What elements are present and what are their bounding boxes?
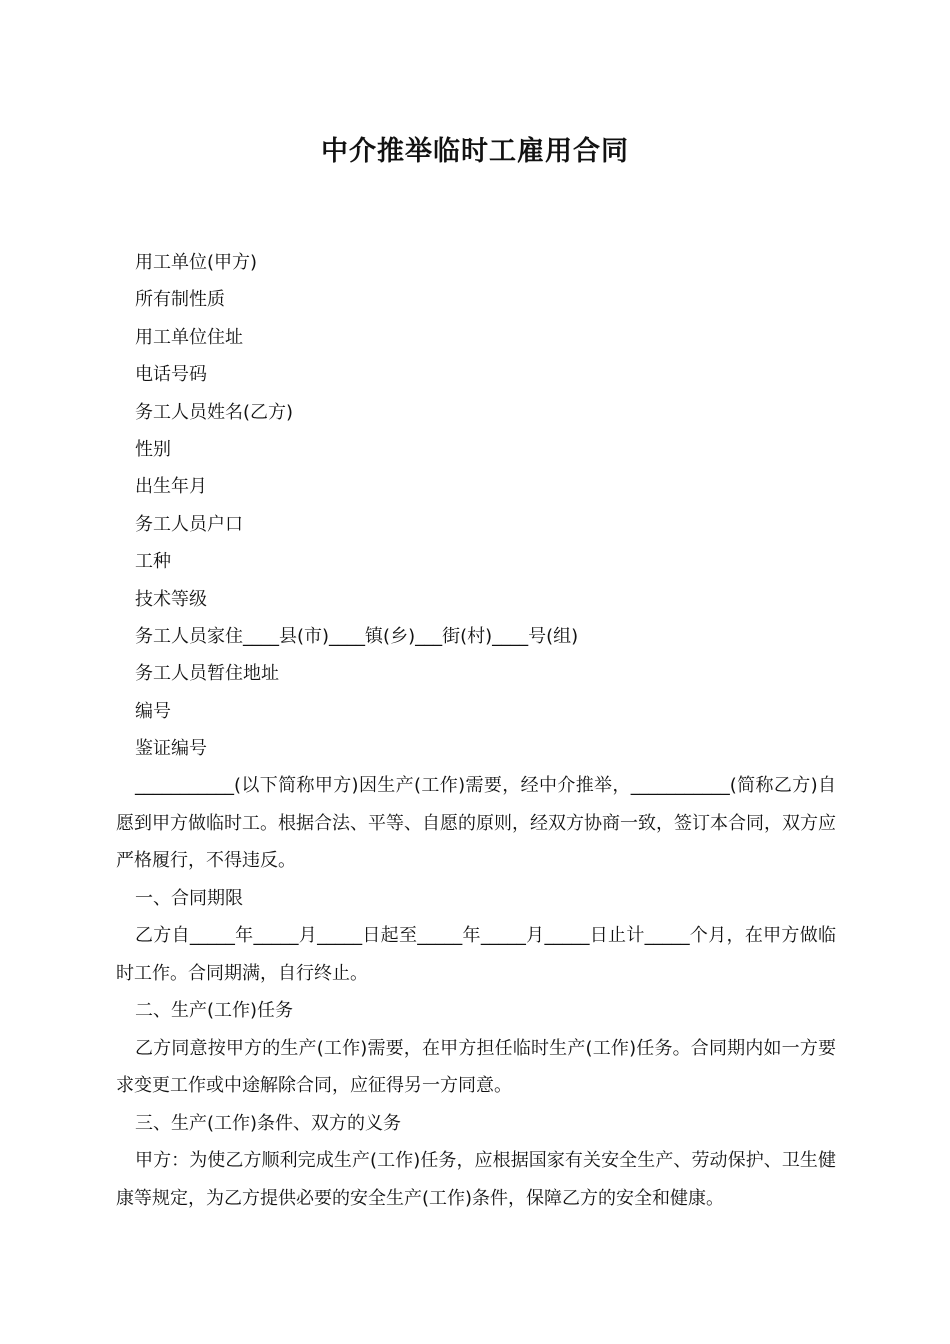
section-heading-conditions: 三、生产(工作)条件、双方的义务 bbox=[135, 1112, 402, 1134]
section-text-conditions: 甲方：为使乙方顺利完成生产(工作)任务，应根据国家有关安全生产、劳动保护、卫生健康等规定，为乙方提供必要的安全生产(工作)条件，保障乙方的安全和健康。 bbox=[116, 1150, 836, 1209]
field-certification-number: 鉴证编号 bbox=[135, 738, 207, 760]
field-birth-date: 出生年月 bbox=[135, 476, 207, 498]
field-household: 务工人员户口 bbox=[135, 513, 243, 535]
field-ownership: 所有制性质 bbox=[135, 289, 225, 311]
field-employer-address: 用工单位住址 bbox=[135, 326, 243, 348]
field-temp-address: 务工人员暂住地址 bbox=[135, 663, 279, 685]
field-number: 编号 bbox=[135, 700, 171, 722]
field-home-address: 务工人员家住____县(市)____镇(乡)___街(村)____号(组) bbox=[135, 625, 579, 647]
section-heading-task: 二、生产(工作)任务 bbox=[135, 1000, 294, 1021]
field-employer: 用工单位(甲方) bbox=[135, 252, 258, 273]
document-title: 中介推举临时工雇用合同 bbox=[321, 136, 629, 167]
field-job-type: 工种 bbox=[135, 551, 171, 573]
section-text-term: 乙方自_____年_____月_____日起至_____年_____月_____日止计_____个月，在甲方做临时工作。合同期满，自行终止。 bbox=[116, 925, 836, 984]
field-phone: 电话号码 bbox=[135, 364, 207, 386]
field-worker-name: 务工人员姓名(乙方) bbox=[135, 401, 294, 423]
contract-fields bbox=[135, 244, 855, 767]
intro-paragraph: ___________(以下简称甲方)因生产(工作)需要，经中介推举，___________(简称乙方)自愿到甲方做临时工。根据合法、平等、自愿的原则，经双方协商一致，签订本合同，双方应严格履行，不得违反。 bbox=[116, 775, 836, 871]
field-skill-level: 技术等级 bbox=[135, 588, 207, 610]
contract-body bbox=[116, 767, 836, 1217]
section-text-task: 乙方同意按甲方的生产(工作)需要，在甲方担任临时生产(工作)任务。合同期内如一方要求变更工作或中途解除合同，应征得另一方同意。 bbox=[116, 1037, 836, 1096]
section-heading-term: 一、合同期限 bbox=[135, 887, 243, 909]
field-gender: 性别 bbox=[135, 438, 171, 460]
